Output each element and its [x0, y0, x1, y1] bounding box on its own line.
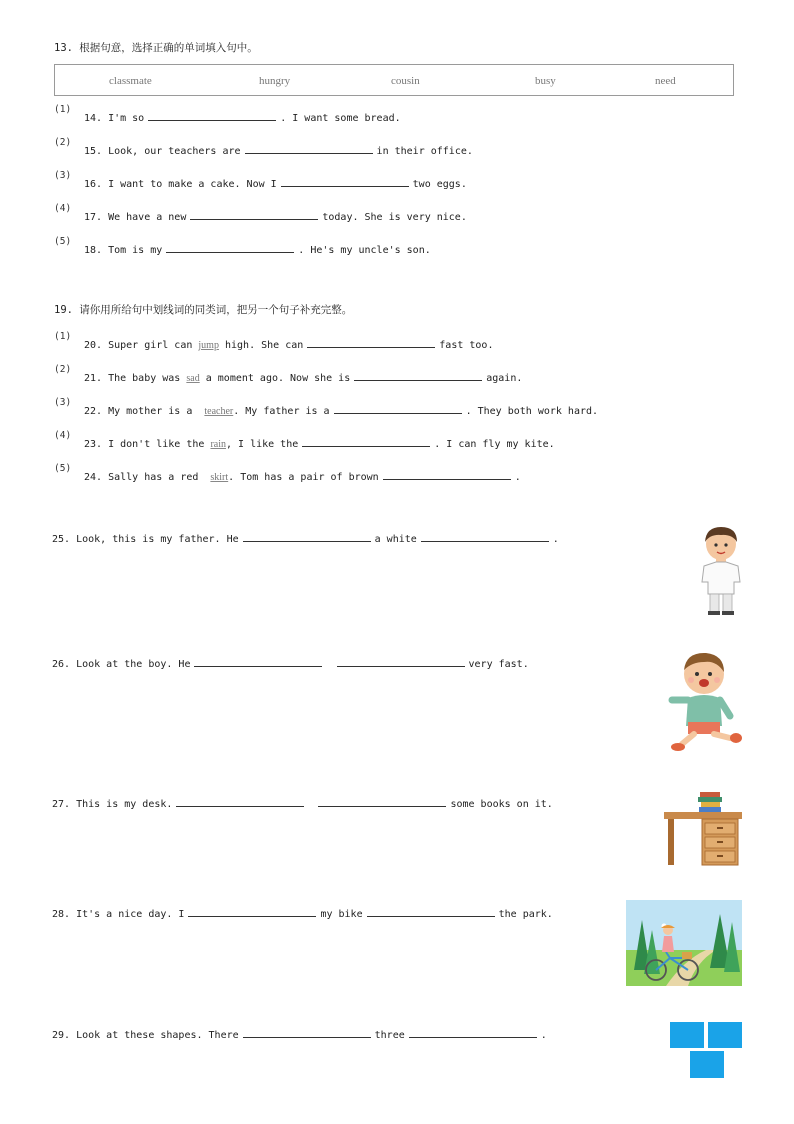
question-text: three: [374, 1030, 405, 1041]
word-bank-item: cousin: [391, 75, 420, 87]
item-number: (4): [54, 430, 72, 441]
item-number: (1): [54, 331, 72, 342]
answer-blank[interactable]: [188, 906, 316, 917]
answer-blank[interactable]: [318, 796, 446, 807]
question-text: . Tom has a pair of brown: [228, 472, 379, 483]
desk-illustration: [662, 790, 744, 866]
question-16: [84, 176, 467, 190]
question-text: 18. Tom is my: [84, 245, 163, 256]
item-number: (3): [54, 170, 72, 181]
underlined-word: teacher: [204, 406, 234, 417]
question-text: .: [540, 1030, 547, 1041]
answer-blank[interactable]: [334, 403, 462, 414]
question-text: 23. I don't like the: [84, 439, 205, 450]
answer-blank[interactable]: [243, 1027, 371, 1038]
answer-blank[interactable]: [281, 176, 409, 187]
question-text: .: [514, 472, 521, 483]
question-text: again.: [486, 373, 523, 384]
q19-title: 19. 请你用所给句中划线词的同类词，把另一个句子补充完整。: [54, 304, 353, 316]
question-text: a white: [374, 534, 417, 545]
question-28: [52, 906, 553, 920]
question-text: my bike: [320, 909, 363, 920]
answer-blank[interactable]: [243, 531, 371, 542]
question-23: [84, 436, 555, 450]
question-29: [52, 1027, 547, 1041]
question-24: [84, 469, 521, 483]
question-14: [84, 110, 401, 124]
answer-blank[interactable]: [383, 469, 511, 480]
park-bike-illustration: [626, 900, 742, 986]
answer-blank[interactable]: [194, 656, 322, 667]
answer-blank[interactable]: [176, 796, 304, 807]
question-26: [52, 656, 529, 670]
answer-blank[interactable]: [337, 656, 465, 667]
question-25: [52, 531, 559, 545]
answer-blank[interactable]: [367, 906, 495, 917]
word-bank-item: hungry: [259, 75, 291, 87]
question-15: [84, 143, 473, 157]
answer-blank[interactable]: [166, 242, 294, 253]
father-illustration: [696, 524, 746, 616]
item-number: (3): [54, 397, 72, 408]
answer-blank[interactable]: [421, 531, 549, 542]
question-text: 29. Look at these shapes. There: [52, 1030, 239, 1041]
question-text: 28. It's a nice day. I: [52, 909, 185, 920]
underlined-word: skirt: [210, 472, 229, 483]
word-bank-box: [54, 64, 734, 96]
word-bank-item: classmate: [109, 75, 152, 87]
question-text: . They both work hard.: [465, 406, 599, 417]
question-text: .: [552, 534, 559, 545]
question-text: . He's my uncle's son.: [298, 245, 431, 256]
word-bank-item: busy: [535, 75, 556, 87]
question-text: 15. Look, our teachers are: [84, 146, 241, 157]
shapes-squares-illustration: [670, 1022, 744, 1078]
item-number: (4): [54, 203, 72, 214]
question-text: , I like the: [226, 439, 299, 450]
question-text: . I want some bread.: [280, 113, 401, 124]
question-text: very fast.: [468, 659, 529, 670]
answer-blank[interactable]: [409, 1027, 537, 1038]
question-27: [52, 796, 553, 810]
question-text: 24. Sally has a red: [84, 472, 199, 483]
question-text: 25. Look, this is my father. He: [52, 534, 239, 545]
question-text: some books on it.: [450, 799, 553, 810]
question-text: fast too.: [439, 340, 494, 351]
question-text: 21. The baby was: [84, 373, 181, 384]
question-text: the park.: [498, 909, 553, 920]
question-text: 26. Look at the boy. He: [52, 659, 191, 670]
question-20: [84, 337, 493, 351]
word-bank-item: need: [655, 75, 676, 87]
question-text: in their office.: [376, 146, 473, 157]
underlined-word: rain: [210, 439, 226, 450]
answer-blank[interactable]: [245, 143, 373, 154]
item-number: (5): [54, 463, 72, 474]
underlined-word: sad: [186, 373, 200, 384]
question-text: 14. I'm so: [84, 113, 145, 124]
item-number: (5): [54, 236, 72, 247]
question-text: two eggs.: [412, 179, 467, 190]
question-text: 27. This is my desk.: [52, 799, 173, 810]
item-number: (2): [54, 137, 72, 148]
item-number: (1): [54, 104, 72, 115]
question-text: . I can fly my kite.: [434, 439, 555, 450]
question-text: . My father is a: [233, 406, 330, 417]
underlined-word: jump: [198, 340, 219, 351]
question-text: a moment ago. Now she is: [205, 373, 351, 384]
item-number: (2): [54, 364, 72, 375]
question-text: 22. My mother is a: [84, 406, 193, 417]
answer-blank[interactable]: [354, 370, 482, 381]
answer-blank[interactable]: [302, 436, 430, 447]
question-22: [84, 403, 598, 417]
answer-blank[interactable]: [148, 110, 276, 121]
answer-blank[interactable]: [190, 209, 318, 220]
question-text: 16. I want to make a cake. Now I: [84, 179, 277, 190]
question-18: [84, 242, 431, 256]
running-boy-illustration: [664, 650, 744, 754]
question-text: 20. Super girl can: [84, 340, 193, 351]
question-text: high. She can: [225, 340, 304, 351]
question-21: [84, 370, 522, 384]
question-17: [84, 209, 467, 223]
question-text: today. She is very nice.: [322, 212, 467, 223]
answer-blank[interactable]: [307, 337, 435, 348]
q13-title: 13. 根据句意，选择正确的单词填入句中。: [54, 42, 258, 54]
question-text: 17. We have a new: [84, 212, 187, 223]
